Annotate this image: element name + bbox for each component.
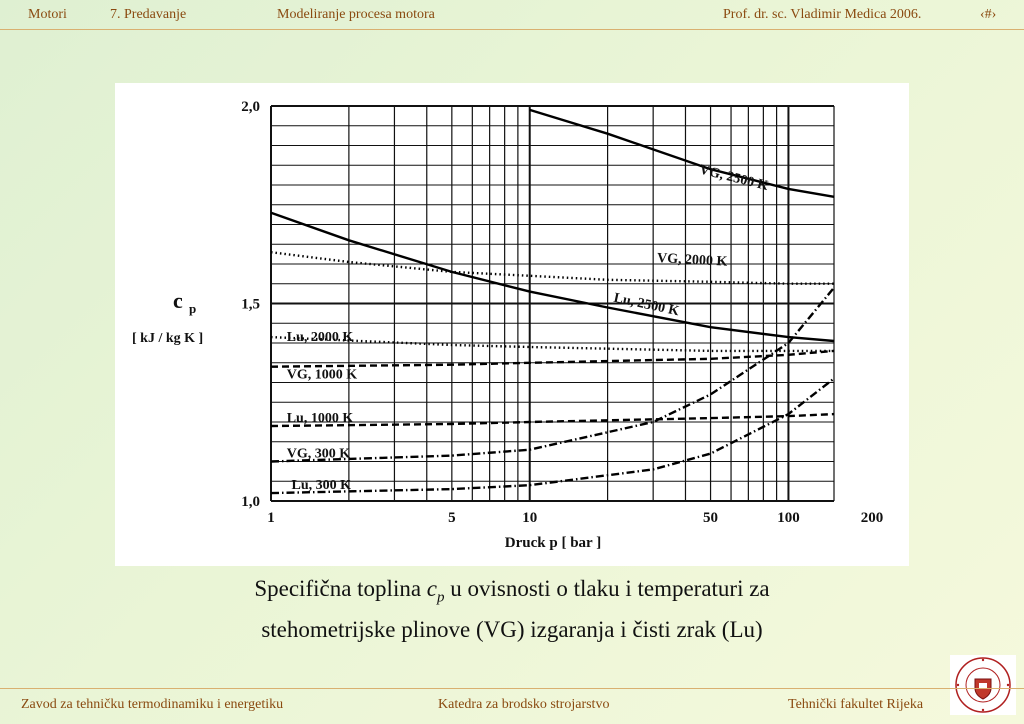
x-tick-label: 100	[777, 510, 800, 526]
series-line	[271, 414, 834, 426]
page-number: ‹#›	[980, 7, 997, 22]
course-name: Motori	[28, 7, 67, 22]
series-label: VG, 2000 K	[656, 251, 728, 270]
caption-symbol: c	[426, 576, 438, 601]
series-label: VG, 2500 K	[697, 162, 770, 195]
series-label: Lu, 2500 K	[612, 290, 681, 320]
author-year: Prof. dr. sc. Vladimir Medica 2006.	[723, 7, 922, 22]
header-divider	[0, 29, 1024, 30]
faculty-seal-icon	[950, 655, 1016, 715]
cp-pressure-chart	[115, 83, 909, 566]
caption-subscript: p	[437, 589, 445, 606]
slide-header	[0, 0, 1024, 30]
footer-divider	[0, 688, 1024, 689]
x-tick-label: 10	[522, 510, 538, 526]
y-axis-symbol: c	[173, 288, 183, 313]
series-line	[271, 213, 834, 341]
x-tick-label: 50	[703, 510, 719, 526]
footer-department: Katedra za brodsko strojarstvo	[438, 697, 610, 712]
faculty-logo	[950, 655, 1016, 715]
series-line	[271, 379, 834, 494]
series-line	[271, 252, 834, 284]
x-axis-label: Druck p [ bar ]	[504, 535, 602, 551]
caption-line1-end: u ovisnosti o tlaku i temperaturi za	[444, 576, 770, 601]
series-label: Lu, 2000 K	[286, 330, 354, 346]
series-line	[271, 351, 834, 367]
series-label: VG, 300 K	[286, 446, 351, 462]
figure-caption	[112, 573, 912, 645]
caption-line1-start: Specifična toplina	[254, 576, 427, 601]
caption-line2: stehometrijske plinove (VG) izgaranja i čisti zrak (Lu)	[261, 616, 763, 642]
footer-faculty: Tehnički fakultet Rijeka	[788, 697, 924, 712]
slide-topic: Modeliranje procesa motora	[277, 7, 435, 22]
y-axis-subscript: p	[189, 301, 197, 316]
series-label: VG, 1000 K	[286, 367, 358, 383]
series-line	[271, 337, 834, 351]
x-tick-label: 1	[267, 510, 275, 526]
y-tick-label: 1,0	[241, 494, 260, 510]
x-tick-label: 5	[448, 510, 456, 526]
y-axis-units: [ kJ / kg K ]	[132, 331, 204, 346]
x-tick-label: 200	[860, 510, 884, 526]
chart-panel	[115, 83, 909, 566]
series-label: Lu, 300 K	[291, 478, 352, 494]
series-label: Lu, 1000 K	[286, 411, 354, 426]
footer-institute: Zavod za tehničku termodinamiku i energetiku	[21, 697, 284, 712]
lecture-number: 7. Predavanje	[110, 7, 187, 22]
y-tick-label: 2,0	[241, 99, 260, 115]
y-tick-label: 1,5	[241, 296, 260, 313]
